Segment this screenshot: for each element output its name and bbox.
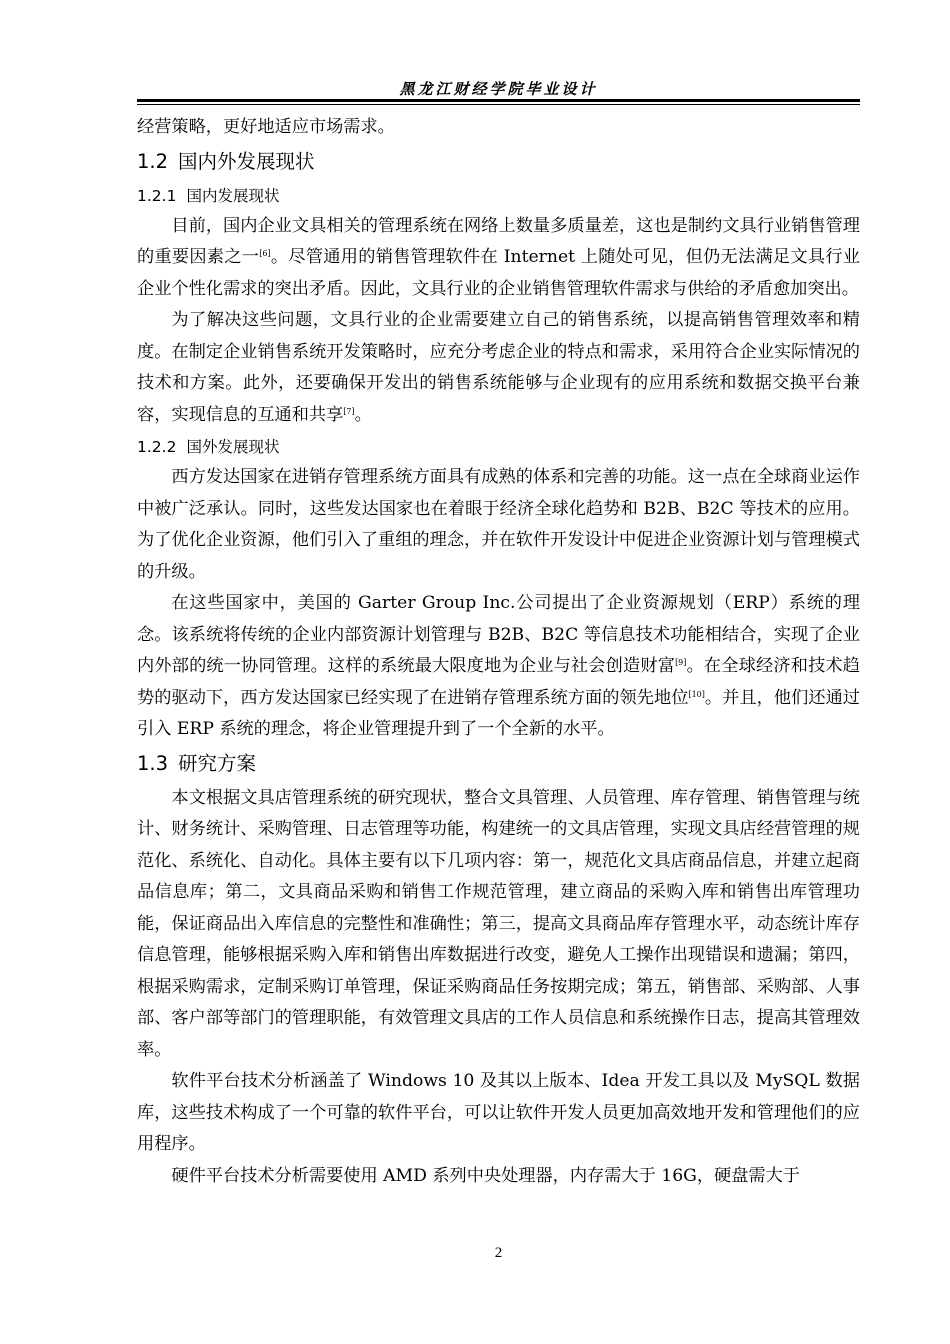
citation: [7] xyxy=(343,406,355,416)
paragraph-text: 。在全球经济和技术趋势的驱动下，西方发达国家已经实现了在进销存管理系统方面的领先地位 xyxy=(137,656,860,708)
paragraph xyxy=(137,305,860,431)
header-rule-thick xyxy=(137,99,860,102)
section-number: 1.2.2 xyxy=(137,438,177,456)
citation: [6] xyxy=(259,249,271,258)
section-title: 国内外发展现状 xyxy=(178,149,315,173)
paragraph xyxy=(137,588,860,746)
paragraph xyxy=(137,211,860,306)
citation: [10] xyxy=(688,689,705,699)
section-title: 国外发展现状 xyxy=(186,438,280,456)
paragraph: 西方发达国家在进销存管理系统方面具有成熟的体系和完善的功能。这一点在全球商业运作中被广泛承认。同时，这些发达国家也在着眼于经济全球化趋势和 B2B、B2C 等技术的应用。为了优化企业资源，他们引入了重组的理念，并在软件开发设计中促进企业资源计划与管理模式的升级。 xyxy=(137,467,860,582)
subsection-heading-1-2-2 xyxy=(137,432,860,462)
paragraph: 软件平台技术分析涵盖了 Windows 10 及其以上版本、Idea 开发工具以及 MySQL 数据库，这些技术构成了一个可靠的软件平台，可以让软件开发人员更加高效地开发和管理他们的应用程序。 xyxy=(137,1071,860,1154)
section-title: 国内发展现状 xyxy=(186,186,280,205)
section-title: 研究方案 xyxy=(178,751,257,775)
paragraph: 经营策略，更好地适应市场需求。 xyxy=(137,117,395,137)
section-heading-1-3 xyxy=(137,749,860,779)
section-number: 1.3 xyxy=(137,751,169,775)
header-rule-thin xyxy=(137,104,860,105)
paragraph-text: 在这些国家中，美国的 Garter Group Inc.公司提出了企业资源规划（ERP）系统的理念。该系统将传统的企业内部资源计划管理与 B2B、B2C 等信息技术功能相结合，实现了企业内外部的统一协同管理。这样的系统最大限度地为企业与社会创造财富 xyxy=(137,593,860,676)
document-body xyxy=(137,112,860,1192)
paragraph-text: 。并且，他们还通过引入 ERP 系统的理念，将企业管理提升到了一个全新的水平。 xyxy=(137,687,860,739)
subsection-heading-1-2-1 xyxy=(137,181,860,211)
section-number: 1.2.1 xyxy=(137,186,177,205)
paragraph-text: 。 xyxy=(354,404,372,425)
section-heading-1-2 xyxy=(137,147,860,177)
paragraph-text: 目前，国内企业文具相关的管理系统在网络上数量多质量差，这也是制约文具行业销售管理的重要因素之一 xyxy=(137,215,860,267)
paragraph: 硬件平台技术分析需要使用 AMD 系列中央处理器，内存需大于 16G，硬盘需大于 xyxy=(171,1165,800,1186)
paragraph: 本文根据文具店管理系统的研究现状，整合文具管理、人员管理、库存管理、销售管理与统计、财务统计、采购管理、日志管理等功能，构建统一的文具店管理，实现文具店经营管理的规范化、系统化、自动化。具体主要有以下几项内容：第一，规范化文具店商品信息，并建立起商品信息库；第二，文具商品采购和销售工作规范管理，建立商品的采购入库和销售出库管理功能，保证商品出入库信息的完整性和准确性；第三，提高文具商品库存管理水平，动态统计库存信息管理，能够根据采购入库和销售出库数据进行改变，避免人工操作出现错误和遗漏；第四，根据采购需求，定制采购订单管理，保证采购商品任务按期完成；第五，销售部、采购部、人事部、客户部等部门的管理职能，有效管理文具店的工作人员信息和系统操作日志，提高其管理效率。 xyxy=(137,787,860,1060)
paragraph-text: 为了解决这些问题，文具行业的企业需要建立自己的销售系统，以提高销售管理效率和精度。在制定企业销售系统开发策略时，应充分考虑企业的特点和需求，采用符合企业实际情况的技术和方案。此外，还要确保开发出的销售系统能够与企业现有的应用系统和数据交换平台兼容，实现信息的互通和共享 xyxy=(137,310,860,425)
page-header: 黑龙江财经学院毕业设计 xyxy=(399,80,598,98)
page-number: 2 xyxy=(494,1245,503,1261)
citation: [9] xyxy=(675,658,687,667)
paragraph-text: 。尽管通用的销售管理软件在 Internet 上随处可见，但仍无法满足文具行业企业个性化需求的突出矛盾。因此，文具行业的企业销售管理软件需求与供给的矛盾愈加突出。 xyxy=(137,247,860,299)
section-number: 1.2 xyxy=(137,149,169,173)
